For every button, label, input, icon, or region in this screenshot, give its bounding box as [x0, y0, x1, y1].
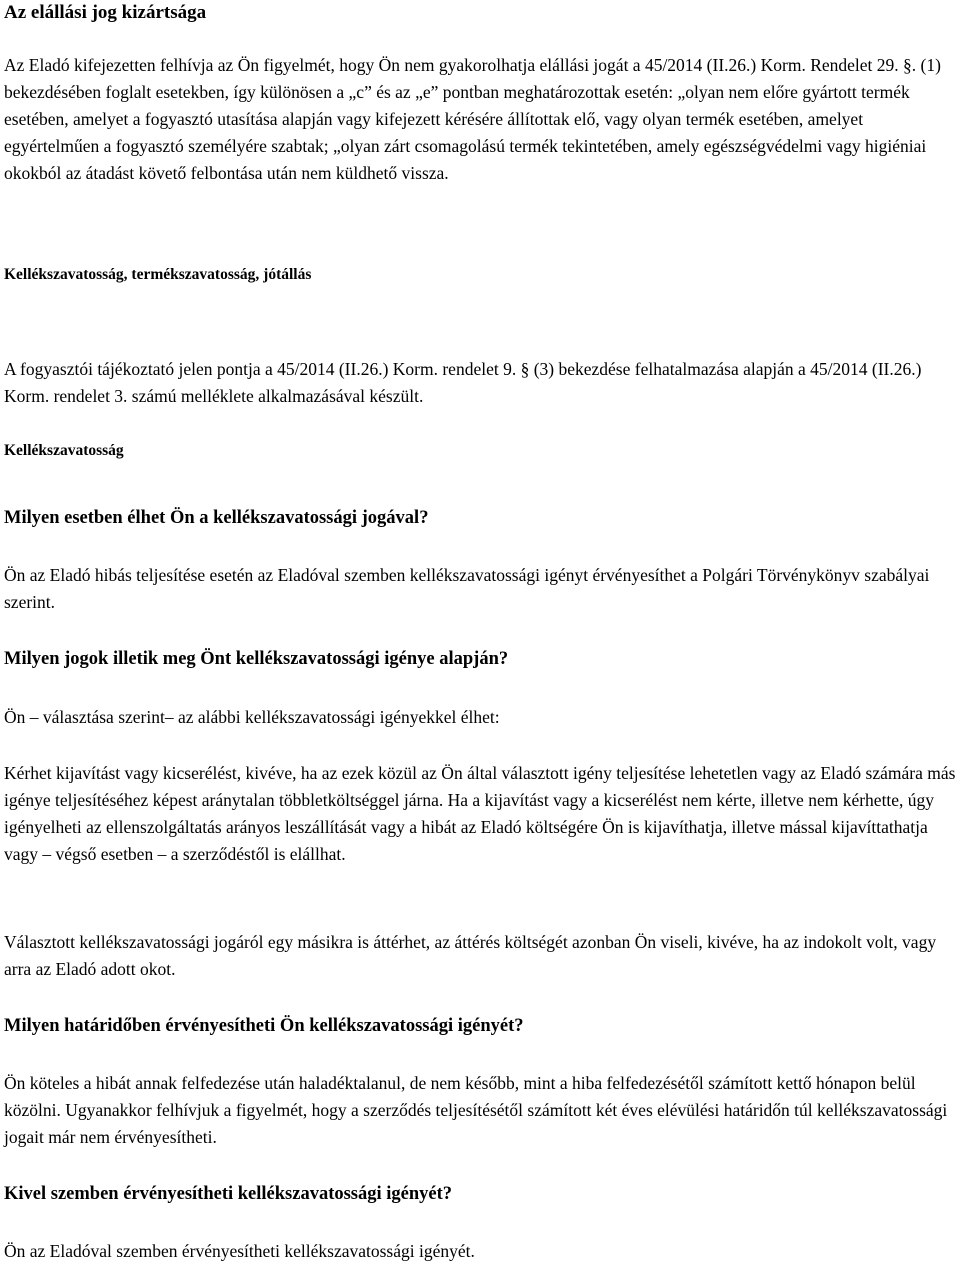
paragraph-warranty-claim: Ön az Eladó hibás teljesítése esetén az Eladóval szemben kellékszavatossági igényt érvényesíthet a Polgári Törvénykönyv szabályai szerint.	[4, 565, 930, 612]
paragraph-repair-replacement: Kérhet kijavítást vagy kicserélést, kivéve, ha az ezek közül az Ön által választott igény teljesítése lehetetlen vagy az Eladó számára más igénye teljesítéséhez képest aránytalan többletköltséggel járna. Ha a kijavítást vagy a kicserélést nem kérte, illetve nem kérhette, úgy igényelheti az ellenszolgáltatás arányos leszállítását vagy a hibát az Eladó költségére Ön is kijavíthatja, illetve mással kijavíttathatja vagy – végső esetben – a szerződéstől is elállhat.	[4, 763, 956, 864]
question-against-whom: Kivel szemben érvényesítheti kellékszavatossági igényét?	[4, 1184, 453, 1204]
paragraph-switch-claim: Választott kellékszavatossági jogáról egy másikra is áttérhet, az áttérés költségét azonban Ön viseli, kivéve, ha az indokolt volt, vagy arra az Eladó adott okot.	[4, 932, 937, 979]
paragraph-against-seller: Ön az Eladóval szemben érvényesítheti kellékszavatossági igényét.	[4, 1241, 475, 1261]
paragraph-withdrawal-exclusion: Az Eladó kifejezetten felhívja az Ön figyelmét, hogy Ön nem gyakorolhatja elállási jogát a 45/2014 (II.26.) Korm. Rendelet 29. §. (1) bekezdésében foglalt esetekben, így különösen a „c” és az „e” pontban meghatározottak esetén: „olyan nem előre gyártott termék esetében, amelyet a fogyasztó utasítása alapján vagy kifejezett kérésére állítottak elő, vagy olyan termék esetében, amelyet egyértelműen a fogyasztó személyére szabtak; „olyan zárt csomagolású termék tekintetében, amely egészségvédelmi vagy higiéniai okokból az átadást követő felbontása után nem küldhető vissza.	[4, 55, 941, 183]
subheading-warranty: Kellékszavatosság	[4, 442, 124, 459]
subheading-warranties: Kellékszavatosság, termékszavatosság, jótállás	[4, 266, 312, 283]
question-deadline: Milyen határidőben érvényesítheti Ön kellékszavatossági igényét?	[4, 1016, 524, 1036]
paragraph-deadline: Ön köteles a hibát annak felfedezése után haladéktalanul, de nem később, mint a hiba felfedezésétől számított kettő hónapon belül közölni. Ugyanakkor felhívjuk a figyelmét, hogy a szerződés teljesítésétől számított két éves elévülési határidőn túl kellékszavatossági jogait már nem érvényesítheti.	[4, 1073, 948, 1147]
paragraph-legal-basis: A fogyasztói tájékoztató jelen pontja a 45/2014 (II.26.) Korm. rendelet 9. § (3) bekezdése felhatalmazása alapján a 45/2014 (II.26.) Korm. rendelet 3. számú melléklete alkalmazásával készült.	[4, 359, 922, 406]
question-rights: Milyen jogok illetik meg Önt kellékszavatossági igénye alapján?	[4, 649, 509, 669]
question-when-warranty: Milyen esetben élhet Ön a kellékszavatossági jogával?	[4, 508, 429, 528]
paragraph-choice: Ön – választása szerint– az alábbi kellékszavatossági igényekkel élhet:	[4, 707, 500, 727]
section-title-withdrawal-exclusion: Az elállási jog kizártsága	[4, 2, 207, 23]
